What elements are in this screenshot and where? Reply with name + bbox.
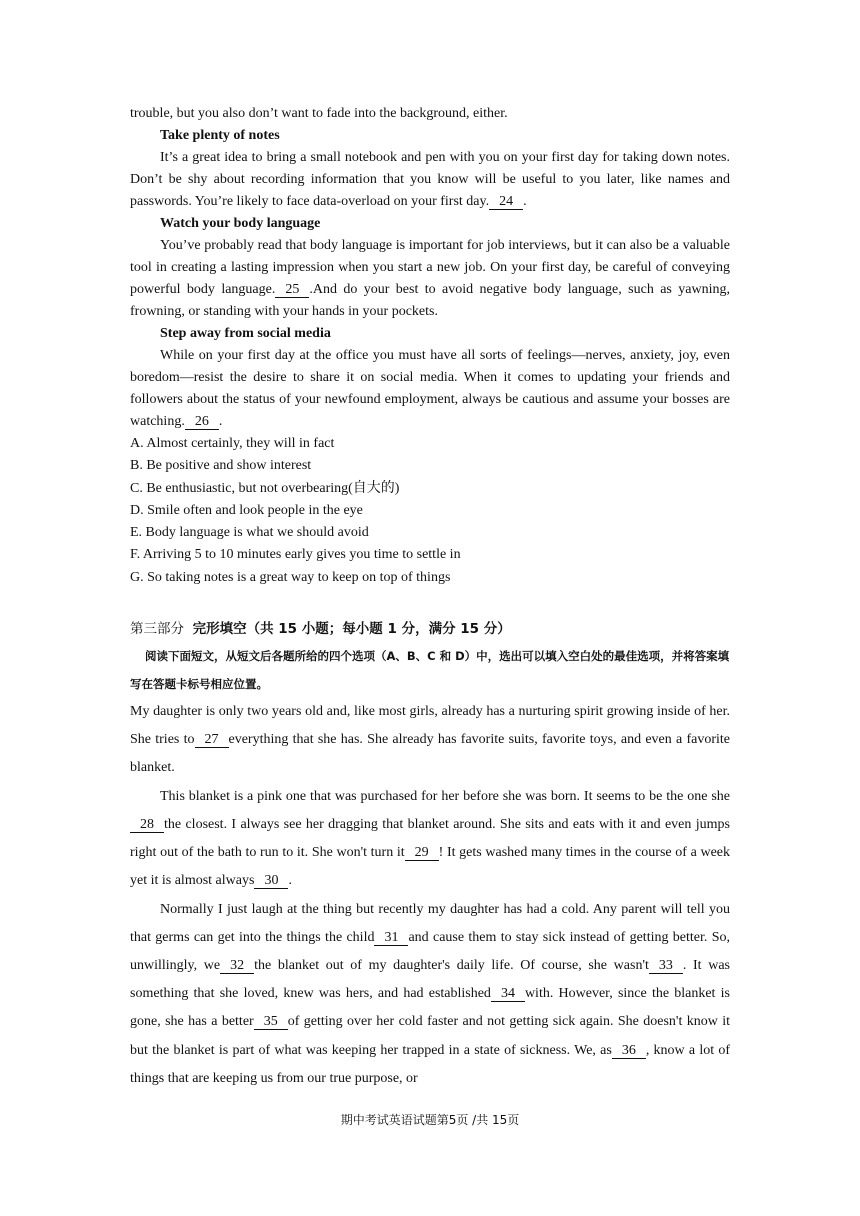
heading-social-media: Step away from social media <box>160 326 331 341</box>
cloze-text: ! It gets washed many times in the course of a week yet it is almost always <box>130 845 730 889</box>
option-e: E. Body language is what we should avoid <box>130 525 369 541</box>
cloze-text: and cause them to stay sick instead of getting better. So, unwillingly, we <box>130 929 730 973</box>
blank-33: 33 <box>649 958 683 974</box>
paragraph-text: While on your first day at the office you must have all sorts of feelings—nerves, anxiety, joy, even boredom—resist the desire to share it on social media. When it comes to updating your friends and followers about the status of your newfound employment, always be cautious and assume your bosses are watching. <box>130 348 730 429</box>
option-g: G. So taking notes is a great way to keep on top of things <box>130 569 451 585</box>
cloze-text: . <box>288 873 292 889</box>
option-d: D. Smile often and look people in the eye <box>130 502 363 518</box>
paragraph-tail: . <box>218 414 223 429</box>
option-f: F. Arriving 5 to 10 minutes early gives you time to settle in <box>130 547 461 563</box>
blank-31: 31 <box>374 930 408 946</box>
paragraph-text: You’ve probably read that body language is important for job interviews, but it can also be a valuable tool in creating a lasting impression when you start a new job. On your first day, be careful of conveying powerful body language. <box>130 238 730 297</box>
cloze-text: everything that she has. She already has favorite suits, favorite toys, and even a favorite blanket. <box>130 732 730 776</box>
section-title <box>130 616 730 642</box>
page-footer: 期中考试英语试题第5页 /共 15页 <box>340 1113 520 1127</box>
section-title-text: 完形填空（共 15 小题；每小题 1 分，满分 15 分） <box>192 621 511 638</box>
blank-27: 27 <box>195 732 229 748</box>
blank-29: 29 <box>405 845 439 861</box>
paragraph-text: It’s a great idea to bring a small notebook and pen with you on your first day for taking down notes. Don’t be shy about recording information that you know will be useful to you later, like names and passwords. You’re likely to face data-overload on your first day. <box>130 150 730 209</box>
options-list <box>130 433 730 589</box>
paragraph-tail: .And do your best to avoid negative body language, such as yawning, frowning, or standing with your hands in your pockets. <box>130 282 730 319</box>
cloze-text: Normally I just laugh at the thing but recently my daughter has had a cold. Any parent will tell you that germs can get into the things the child <box>130 901 730 945</box>
blank-30: 30 <box>254 873 288 889</box>
cloze-paragraph-3 <box>130 896 730 1093</box>
blank-28: 28 <box>130 817 164 833</box>
blank-32: 32 <box>220 958 254 974</box>
section-part: 第三部分 <box>130 621 184 638</box>
cloze-text: with. However, since the blanket is gone, she has a better <box>130 986 730 1030</box>
cloze-text: My daughter is only two years old and, like most girls, already has a nurturing spirit growing inside of her. She tries to <box>130 704 730 748</box>
blank-24: 24 <box>489 194 523 210</box>
heading-take-notes: Take plenty of notes <box>160 128 280 143</box>
cloze-text: . It was something that she loved, knew was hers, and had established <box>130 957 730 1002</box>
cloze-text: of getting over her cold faster and not getting sick again. She doesn't know it but the blanket is part of what was keeping her trapped in a state of sickness. We, as <box>130 1014 731 1058</box>
paragraph-body-language <box>130 235 730 323</box>
cloze-text: , know a lot of things that are keeping us from our true purpose, or <box>130 1042 730 1086</box>
cloze-paragraph-2 <box>130 783 730 896</box>
cloze-text: the closest. I always see her dragging that blanket around. She sits and eats with it and even jumps right out of the bath to run to it. She won't turn it <box>130 816 730 861</box>
continued-line: trouble, but you also don’t want to fade into the background, either. <box>130 106 508 121</box>
cloze-text: the blanket out of my daughter's daily life. Of course, she wasn't <box>254 957 649 973</box>
section-instruction: 阅读下面短文，从短文后各题所给的四个选项（A、B、C 和 D）中，选出可以填入空白处的最佳选项，并将答案填写在答题卡标号相应位置。 <box>130 649 730 692</box>
blank-35: 35 <box>254 1014 288 1030</box>
cloze-paragraph-1 <box>130 698 730 783</box>
option-c: C. Be enthusiastic, but not overbearing(自大的) <box>130 480 400 496</box>
paragraph-take-notes <box>130 147 730 213</box>
blank-25: 25 <box>275 282 309 298</box>
heading-body-language: Watch your body language <box>160 216 321 231</box>
page-content <box>130 103 730 1093</box>
paragraph-social-media <box>130 345 730 433</box>
option-a: A. Almost certainly, they will in fact <box>130 436 335 451</box>
cloze-text: This blanket is a pink one that was purchased for her before she was born. It seems to be the one she <box>160 788 730 804</box>
option-b: B. Be positive and show interest <box>130 458 312 474</box>
paragraph-tail: . <box>523 194 527 209</box>
blank-36: 36 <box>612 1043 646 1059</box>
blank-34: 34 <box>491 986 525 1002</box>
blank-26: 26 <box>185 414 219 430</box>
